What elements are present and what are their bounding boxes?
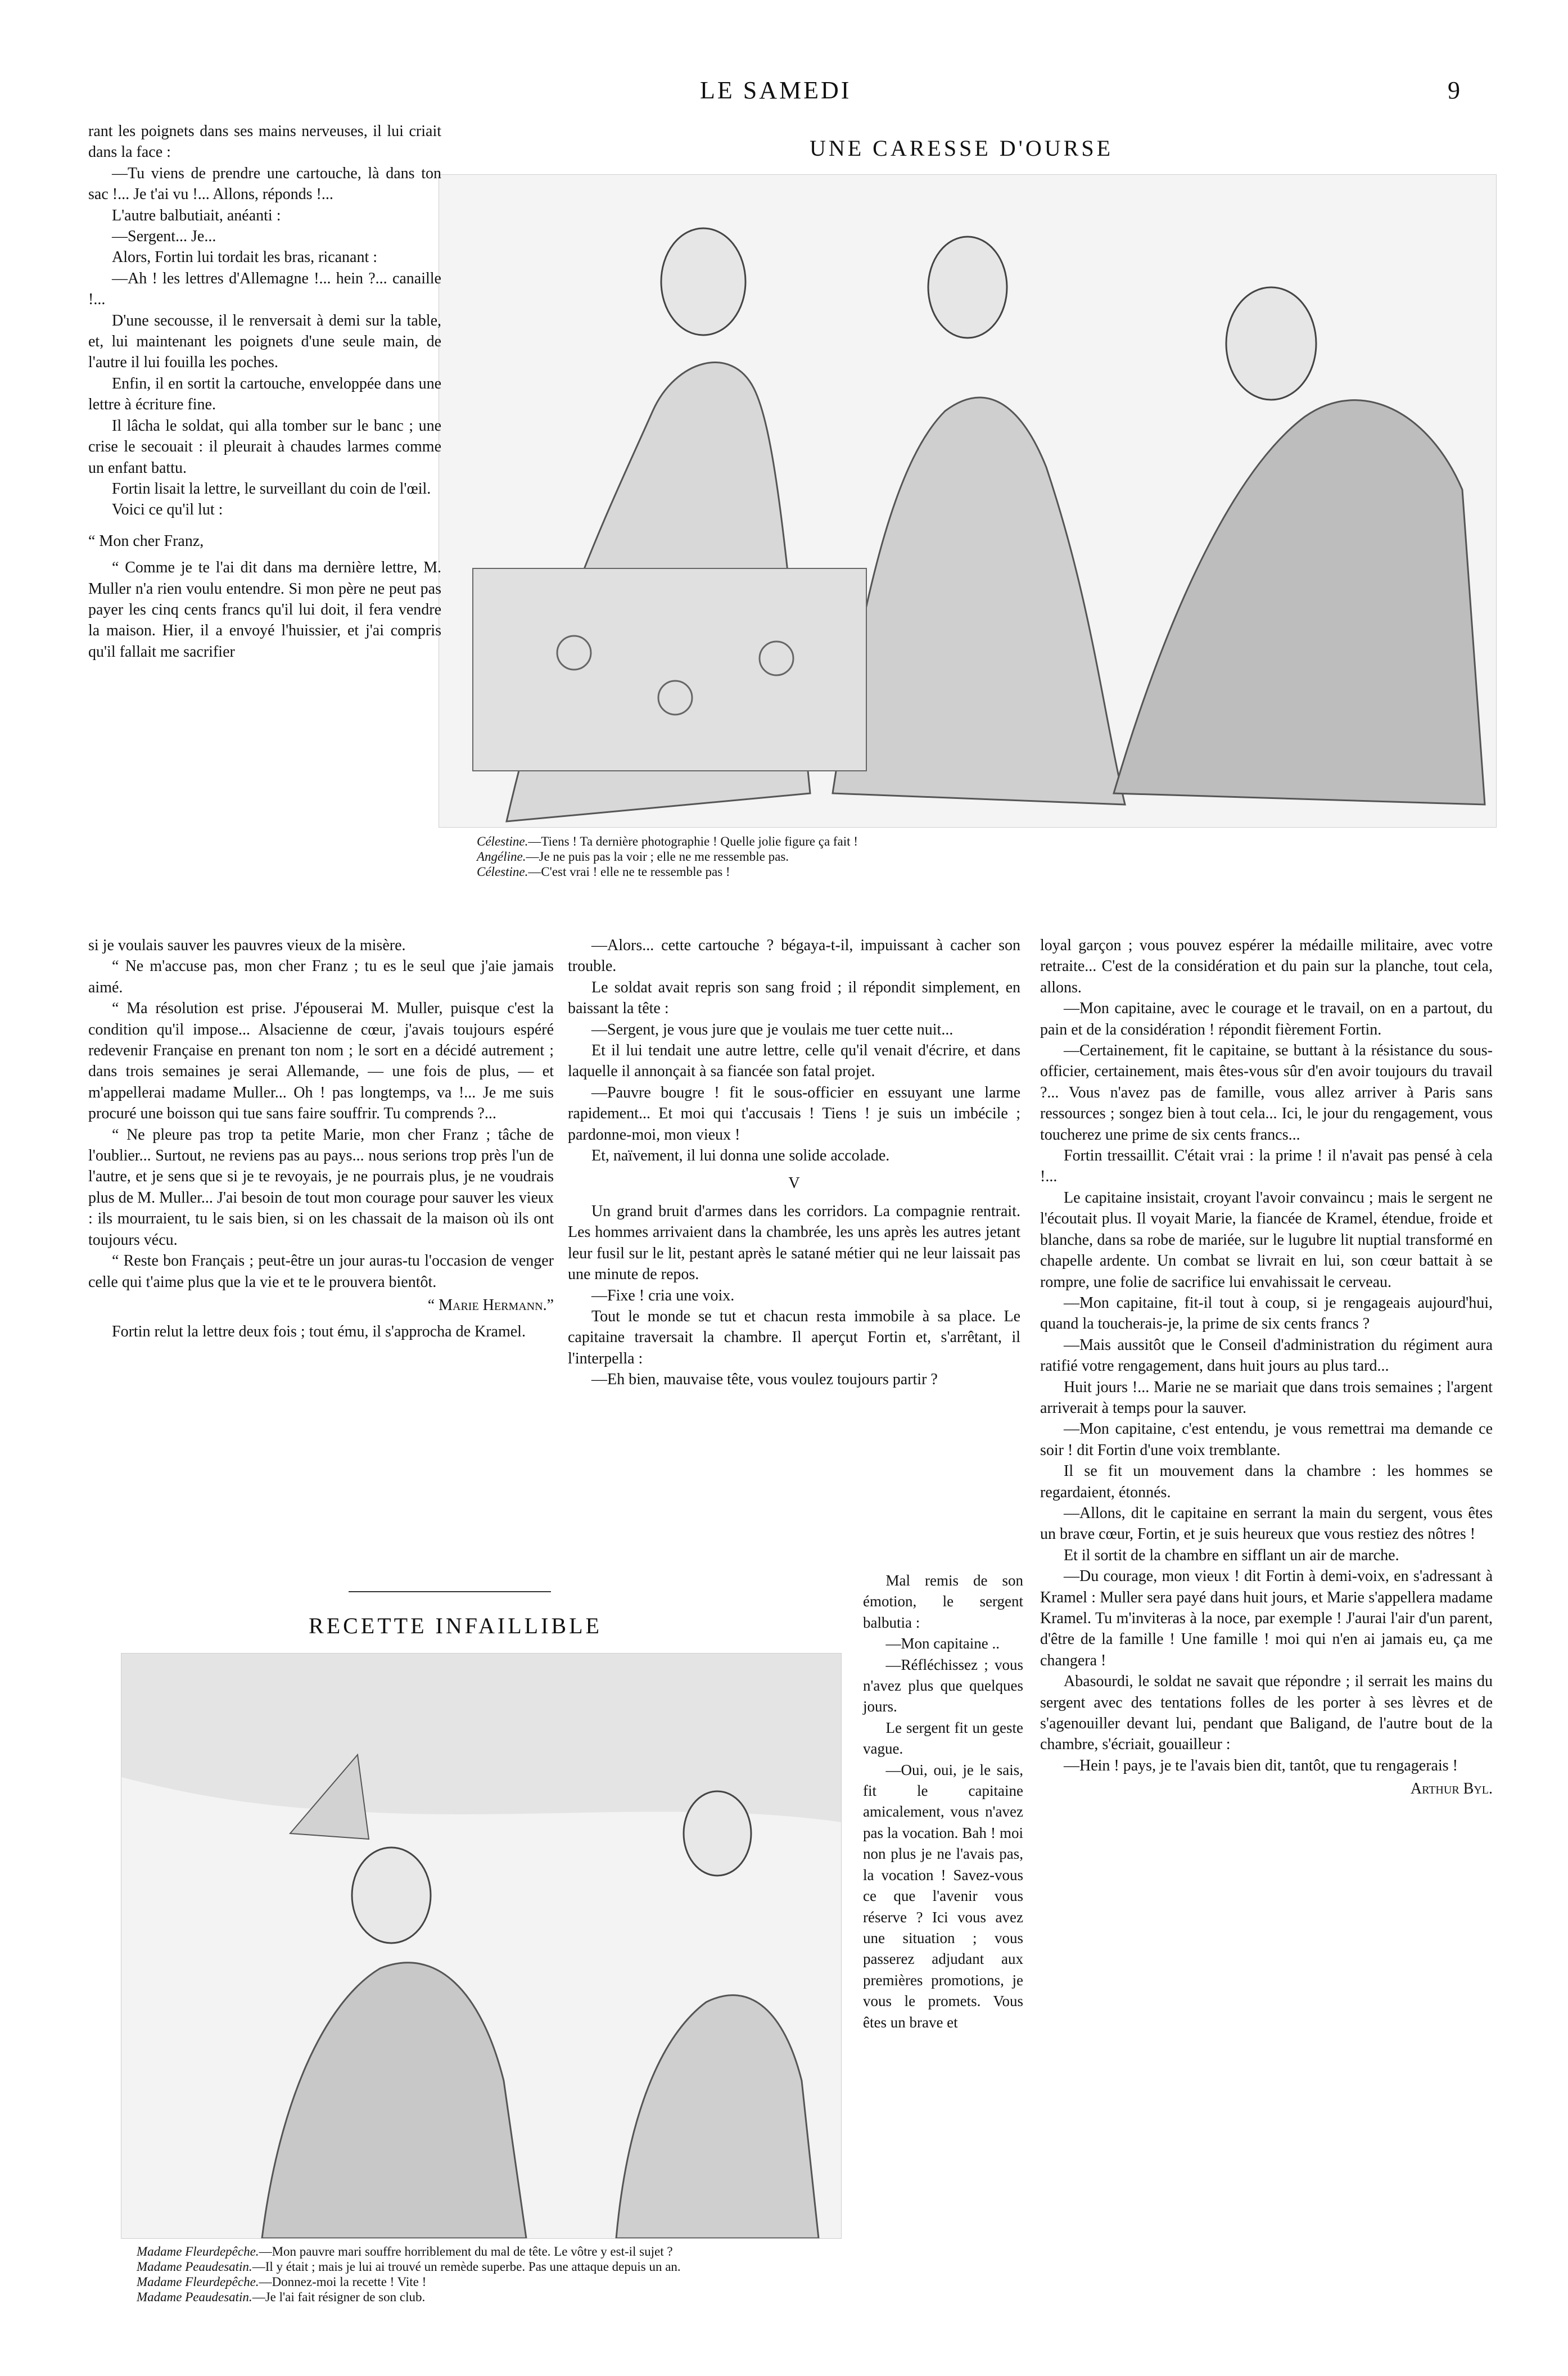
column-1-top [88, 121, 441, 662]
article-signature: Arthur Byl. [1410, 1780, 1493, 1798]
paragraph: —Tu viens de prendre une cartouche, là dans ton sac !... Je t'ai vu !... Allons, réponds !... [88, 164, 441, 204]
column-2-top [568, 935, 1020, 1390]
paragraph: Et il sortit de la chambre en sifflant un air de marche. [1064, 1546, 1399, 1564]
paragraph: —Pauvre bougre ! fit le sous-officier en essuyant une larme rapidement... Et moi qui t'accusais ! Tiens ! je suis un imbécile ; pardonne-moi, mon vieux ! [568, 1083, 1020, 1144]
paragraph: Le sergent fit un geste vague. [863, 1719, 1023, 1758]
paragraph: Un grand bruit d'armes dans les corridors. La compagnie rentrait. Les hommes arrivaient dans la chambrée, les uns après les autres jetant leur fusil sur le lit, pestant après le satané métier qui ne leur laissait pas une minute de repos. [568, 1202, 1020, 1284]
paragraph: Le soldat avait repris son sang froid ; il répondit simplement, en baissant la tête : [568, 978, 1020, 1018]
paragraph: —Ah ! les lettres d'Allemagne !... hein ?... canaille !... [88, 269, 441, 309]
column-3 [1040, 935, 1493, 1800]
illustration-recette-caption [137, 2244, 844, 2305]
illustration-caresse-caption [477, 834, 1208, 879]
paragraph: —Alors... cette cartouche ? bégaya-t-il, impuissant à cacher son trouble. [568, 937, 1020, 975]
paragraph: —Mais aussitôt que le Conseil d'administration du régiment aura ratifié votre rengagement, dans huit jours au plus tard... [1040, 1336, 1493, 1375]
page-header-title: LE SAMEDI [700, 76, 852, 104]
paragraph: D'une secousse, il le renversait à demi sur la table, et, lui maintenant les poignets d'une seule main, de l'autre il lui fouilla les poches. [88, 311, 441, 372]
paragraph: “ Ne pleure pas trop ta petite Marie, mon cher Franz ; tâche de l'oublier... Surtout, ne reviens pas au pays... nous serions trop près l'un de l'autre, et je sens que si je te revoyais, je ne pourrais plus, je ne voudrais plus de M. Muller... J'ai besoin de tout mon courage pour sauver les vieux : ils mourraient, tu le sais bien, si on les chassait de la maison où ils ont toujours vécu. [88, 1126, 554, 1249]
paragraph: —Sergent... Je... [112, 228, 216, 246]
section-heading: V [788, 1175, 800, 1192]
paragraph: Le capitaine insistait, croyant l'avoir convaincu ; mais le sergent ne l'écoutait plus. Il voyait Marie, la fiancée de Kramel, étendue, froide et blanche, dans sa robe de mariée, sur le lugubre lit nuptial transformé en chapelle ardente. Un combat se livrait en lui, son cœur battait à se rompre, une folie de sacrifice lui envahissait le cerveau. [1040, 1189, 1493, 1291]
paragraph: Abasourdi, le soldat ne savait que répondre ; il serrait les mains du sergent avec des tentations folles de les porter à ses lèvres et de s'agenouiller devant lui, pendant que Baligand, de l'autre bout de la chambre, s'écriait, gouailleur : [1040, 1673, 1493, 1754]
paragraph: —Eh bien, mauvaise tête, vous voulez toujours partir ? [591, 1371, 938, 1389]
caption-line: Madame Peaudesatin.—Il y était ; mais je lui ai trouvé un remède superbe. Pas une attaque depuis un an. [137, 2260, 681, 2274]
drawing-icon [439, 175, 1496, 827]
paragraph: si je voulais sauver les pauvres vieux de la misère. [88, 937, 406, 954]
paragraph: L'autre balbutiait, anéanti : [112, 206, 281, 224]
caption-line: Madame Peaudesatin.—Je l'ai fait résigner de son club. [137, 2290, 426, 2304]
drawing-icon [121, 1654, 841, 2238]
paragraph: —Sergent, je vous jure que je voulais me tuer cette nuit... [591, 1020, 954, 1038]
paragraph: “ Ma résolution est prise. J'épouserai M. Muller, puisque c'est la condition qu'il impose... Alsacienne de cœur, j'avais toujours espéré redevenir Française en prenant ton nom ; le sort en a décidé autrement ; dans trois semaines je serai Allemande, — une fois de plus, — et m'appellerai madame Muller... Oh ! pas longtemps, va !... Je me suis procuré une boisson qui tue sans faire souffrir. Tu comprends ?... [88, 1000, 554, 1123]
column-2-narrow [863, 1570, 1023, 2033]
paragraph: Voici ce qu'il lut : [112, 501, 223, 519]
column-1-bottom [88, 935, 554, 1343]
paragraph: loyal garçon ; vous pouvez espérer la médaille militaire, avec votre retraite... C'est de la considération et du pain sur la planche, tout cela, allons. [1040, 937, 1493, 996]
paragraph: Tout le monde se tut et chacun resta immobile à sa place. Le capitaine traversait la chambre. Il aperçut Fortin et, s'arrêtant, il l'interpella : [568, 1307, 1020, 1367]
illustration-caresse-image [439, 174, 1497, 828]
page-number: 9 [1448, 76, 1462, 104]
caption-line: Angéline.—Je ne puis pas la voir ; elle ne me ressemble pas. [477, 850, 789, 864]
paragraph: Il lâcha le soldat, qui alla tomber sur le banc ; une crise le secouait : il pleurait à chaudes larmes comme un enfant battu. [88, 417, 441, 477]
caption-line: Madame Fleurdepêche.—Mon pauvre mari souffre horriblement du mal de tête. Le vôtre y est-il sujet ? [137, 2244, 673, 2258]
paragraph: Fortin tressaillit. C'était vrai : la prime ! il n'avait pas pensé à cela !... [1040, 1147, 1493, 1186]
illustration-title-caresse: UNE CARESSE D'OURSE [809, 135, 1114, 161]
caption-line: Célestine.—C'est vrai ! elle ne te ressemble pas ! [477, 865, 730, 879]
paragraph: “ Ne m'accuse pas, mon cher Franz ; tu es le seul que j'aie jamais aimé. [88, 957, 554, 996]
paragraph: —Allons, dit le capitaine en serrant la main du sergent, vous êtes un brave cœur, Fortin, et je suis heureux que vous restiez des nôtres ! [1040, 1504, 1493, 1543]
paragraph: Alors, Fortin lui tordait les bras, ricanant : [112, 249, 378, 266]
illustration-recette-image [121, 1653, 842, 2239]
paragraph: “ Reste bon Français ; peut-être un jour auras-tu l'occasion de venger celle qui t'aime plus que la vie et te le prouvera bientôt. [88, 1252, 554, 1291]
paragraph: Mal remis de son émotion, le sergent balbutia : [863, 1572, 1023, 1631]
paragraph: —Oui, oui, je le sais, fit le capitaine amicalement, vous n'avez pas la vocation. Bah ! moi non plus je ne l'avais pas, la vocation ! Savez-vous ce que l'avenir vous réserve ? Ici vous avez une situation ; vous passerez adjudant aux premières promotions, je vous le promets. Vous êtes un brave et [863, 1761, 1023, 2031]
paragraph: Huit jours !... Marie ne se mariait que dans trois semaines ; l'argent arriverait à temps pour la sauver. [1040, 1378, 1493, 1417]
paragraph: “ Comme je te l'ai dit dans ma dernière lettre, M. Muller n'a rien voulu entendre. Si mon père ne peut pas payer les cinq cents francs qu'il lui doit, il fera vendre la maison. Hier, il a envoyé l'huissier, et j'ai compris qu'il fallait me sacrifier [88, 559, 441, 661]
paragraph: —Certainement, fit le capitaine, se buttant à la résistance du sous-officier, certainement, mais êtes-vous sûr d'en avoir toujours du travail ?... Vous n'avez pas de famille, vous allez arriver à Paris sans ressources ; songez bien à tout cela... Ici, le jour du rengagement, vous toucherez une prime de six cents francs... [1040, 1042, 1493, 1144]
paragraph: Et il lui tendait une autre lettre, celle qu'il venait d'écrire, et dans laquelle il annonçait à sa fiancée son fatal projet. [568, 1042, 1020, 1081]
paragraph: Fortin relut la lettre deux fois ; tout ému, il s'approcha de Kramel. [112, 1323, 526, 1341]
paragraph: Fortin lisait la lettre, le surveillant du coin de l'œil. [112, 480, 431, 498]
paragraph: Il se fit un mouvement dans la chambre : les hommes se regardaient, étonnés. [1040, 1462, 1493, 1501]
caption-line: Madame Fleurdepêche.—Donnez-moi la recette ! Vite ! [137, 2275, 427, 2289]
caption-line: Célestine.—Tiens ! Ta dernière photographie ! Quelle jolie figure ça fait ! [477, 834, 858, 848]
paragraph: —Du courage, mon vieux ! dit Fortin à demi-voix, en s'adressant à Kramel : Muller sera payé dans huit jours, et Marie s'appellera madame Kramel. Tu m'inviteras à la noce, par exemple ! J'aurai l'air d'un parent, d'être de la famille ! Une famille ! moi qui n'en ai jamais eu, ça me changera ! [1040, 1568, 1493, 1669]
section-rule [349, 1591, 551, 1592]
paragraph: —Mon capitaine .. [885, 1635, 1000, 1652]
paragraph: —Hein ! pays, je te l'avais bien dit, tantôt, que tu rengagerais ! [1064, 1756, 1458, 1774]
paragraph: —Réfléchissez ; vous n'avez plus que quelques jours. [863, 1656, 1023, 1715]
paragraph: rant les poignets dans ses mains nerveuses, il lui criait dans la face : [88, 123, 441, 161]
letter-salutation: “ Mon cher Franz, [88, 532, 204, 550]
paragraph: —Mon capitaine, c'est entendu, je vous remettrai ma demande ce soir ! dit Fortin d'une voix tremblante. [1040, 1420, 1493, 1459]
paragraph: Et, naïvement, il lui donna une solide accolade. [591, 1147, 890, 1165]
paragraph: —Mon capitaine, avec le courage et le travail, on en a partout, du pain et de la considération ! répondit fièrement Fortin. [1040, 1000, 1493, 1038]
letter-signature: “ Marie Hermann.” [427, 1296, 554, 1314]
paragraph: —Fixe ! cria une voix. [591, 1286, 735, 1304]
paragraph: —Mon capitaine, fit-il tout à coup, si je rengageais aujourd'hui, quand la toucherais-je, la prime de six cents francs ? [1040, 1294, 1493, 1333]
illustration-title-recette: RECETTE INFAILLIBLE [309, 1613, 602, 1638]
paragraph: Enfin, il en sortit la cartouche, enveloppée dans une lettre à écriture fine. [88, 374, 441, 414]
